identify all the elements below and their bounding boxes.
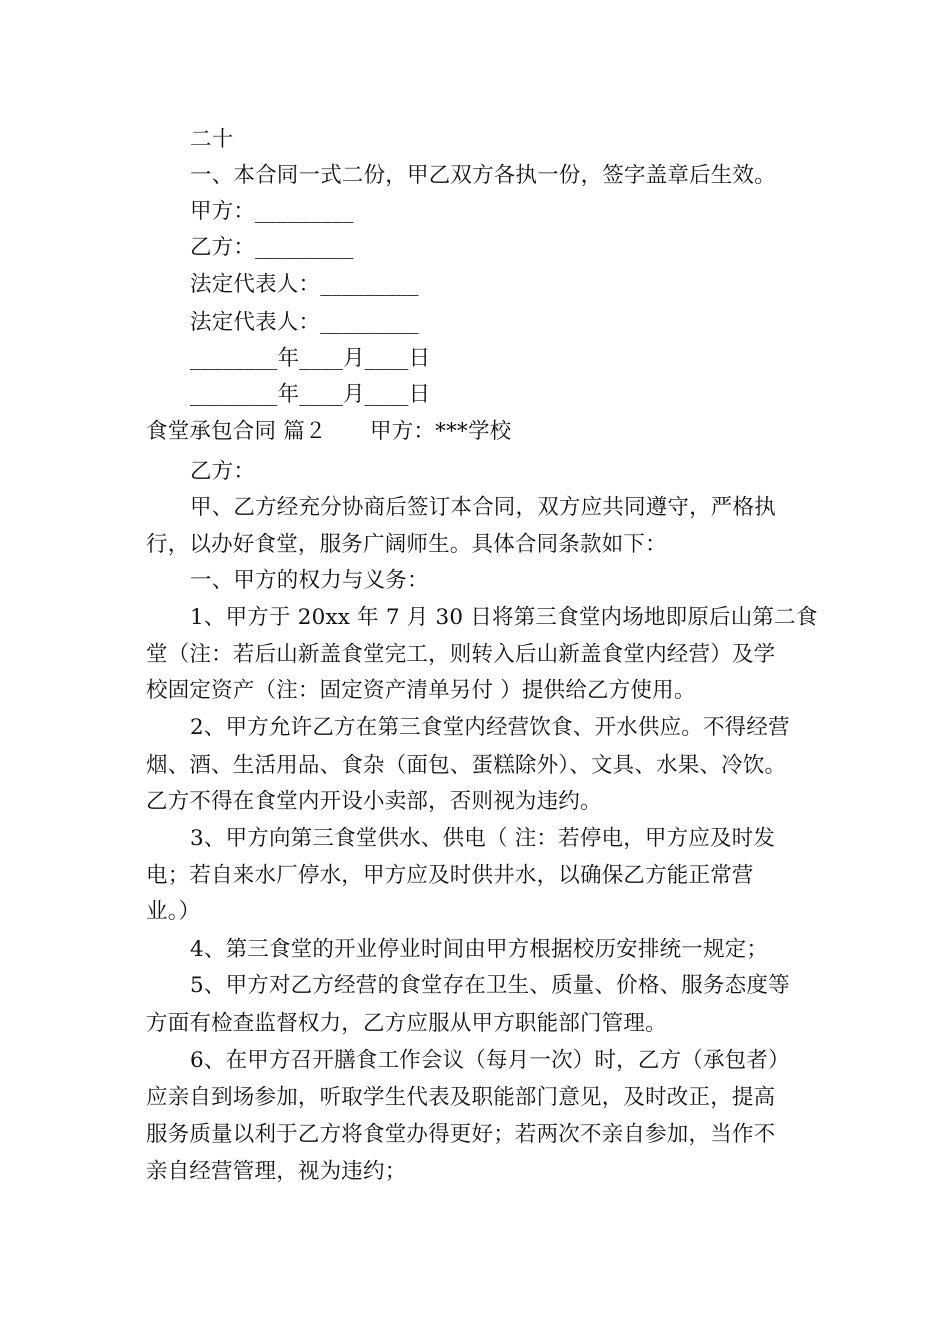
text-line: 乙方：	[190, 459, 256, 484]
text-line: 业。）	[146, 899, 201, 924]
text-line: 烟、酒、生活用品、食杂（面包、蛋糕除外）、文具、水果、冷饮。	[146, 753, 787, 778]
date-field: ________年____月____日	[190, 346, 431, 371]
text-line: 6、在甲方召开膳食工作会议（每月一次）时，乙方（承包者）	[190, 1048, 790, 1073]
text-line: 行，以办好食堂，服务广阔师生。具体合同条款如下：	[146, 532, 667, 557]
signature-field: 法定代表人：_________	[190, 272, 419, 297]
text-line: 一、甲方的权力与义务：	[190, 568, 429, 593]
text-line: 应亲自到场参加，听取学生代表及职能部门意见，及时改正，提高	[146, 1085, 776, 1110]
date-field: ________年____月____日	[190, 382, 431, 407]
text-line: 服务质量以利于乙方将食堂办得更好；若两次不亲自参加，当作不	[146, 1122, 776, 1147]
text-line: 5、甲方对乙方经营的食堂存在卫生、质量、价格、服务态度等	[190, 973, 790, 998]
text-line: 甲、乙方经充分协商后签订本合同，双方应共同遵守，严格执	[190, 495, 776, 520]
text-line: 乙方不得在食堂内开设小卖部，否则视为违约。	[146, 789, 602, 814]
text-line: 二十	[190, 127, 234, 152]
text-line: 电；若自来水厂停水，甲方应及时供井水，以确保乙方能正常营	[146, 863, 754, 888]
signature-field: 法定代表人：_________	[190, 310, 419, 335]
text-line: 堂（注：若后山新盖食堂完工，则转入后山新盖食堂内经营）及学	[146, 642, 776, 667]
text-line: 2、甲方允许乙方在第三食堂内经营饮食、开水供应。不得经营	[190, 715, 790, 740]
signature-field: 甲方：_________	[190, 199, 354, 224]
text-line: 一、本合同一式二份，甲乙双方各执一份，签字盖章后生效。	[190, 163, 776, 188]
text-line: 亲自经营管理，视为违约；	[146, 1159, 407, 1184]
signature-field: 乙方：_________	[190, 235, 354, 260]
text-line: 1、甲方于 20xx 年 7 月 30 日将第三食堂内场地即原后山第二食	[190, 605, 818, 630]
section-title: 食堂承包合同 篇２ 甲方：***学校	[146, 419, 512, 444]
text-line: 3、甲方向第三食堂供水、供电（ 注：若停电，甲方应及时发	[190, 826, 776, 851]
text-line: 校固定资产（注：固定资产清单另付 ）提供给乙方使用。	[146, 678, 696, 703]
text-line: 4、第三食堂的开业停业时间由甲方根据校历安排统一规定；	[190, 937, 769, 962]
text-line: 方面有检查监督权力，乙方应服从甲方职能部门管理。	[146, 1011, 667, 1036]
